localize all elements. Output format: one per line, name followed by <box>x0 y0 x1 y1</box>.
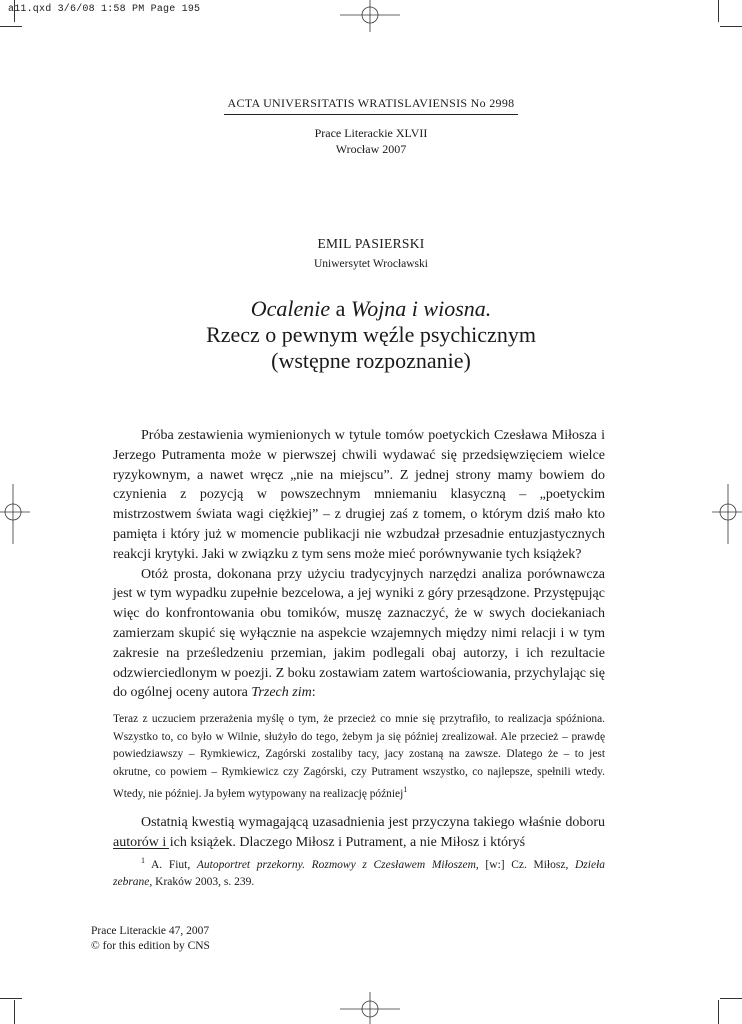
title-line-2: Rzecz o pewnym węźle psychicznym <box>206 322 536 347</box>
place-year-line: Wrocław 2007 <box>335 142 407 156</box>
journal-header <box>0 96 742 115</box>
crop-mark-top-left <box>14 0 15 22</box>
title-italic-2: Wojna i wiosna. <box>350 296 492 321</box>
registration-mark-right-icon <box>712 484 742 544</box>
registration-mark-top-icon <box>340 0 400 32</box>
paragraph-3: Ostatnią kwestią wymagającą uzasadnienia jest przyczyna takiego właśnie doboru autorów i ich książek. Dlaczego Miłosz i Putrament, a nie Miłosz i któryś <box>113 815 605 851</box>
crop-mark-top-left-h <box>0 26 22 27</box>
footnote-book-title: Autoportret przekorny. Rozmowy z Czesławem Miłoszem <box>196 858 476 871</box>
article-body <box>113 426 605 853</box>
series-line: Prace Literackie XLVII <box>314 126 428 140</box>
crop-mark-top-right <box>718 0 719 22</box>
block-quote <box>113 711 605 803</box>
copyright-block <box>91 924 210 954</box>
title-connector: a <box>330 296 351 321</box>
footnote-rule <box>113 848 169 849</box>
paragraph-2-italic: Trzech zim <box>251 685 312 701</box>
footnote-post: Kraków 2003, s. 239. <box>152 875 255 888</box>
crop-mark-bottom-right-h <box>720 998 742 999</box>
footnote-collection-title: Dzieła zebrane, <box>113 858 606 888</box>
print-slug: a11.qxd 3/6/08 1:58 PM Page 195 <box>8 4 201 15</box>
crop-mark-top-right-h <box>720 26 742 27</box>
registration-mark-left-icon <box>0 484 30 544</box>
footnote <box>113 852 605 891</box>
footnote-number: 1 <box>141 856 145 865</box>
quote-text: Teraz z uczuciem przerażenia myślę o tym, że przecież co mnie się przytrafiło, to realizacja spóźniona. Wszystko to, co było w Wilnie, służyło do tego, żebym ja się później zrealizował. Ale przecież – prawdę powiedziawszy – Rymkiewicz, Zagórski zostaliby tacy, jacy zostaną na zawsze. Dlatego że – to jest okrutne, co powiem – Rymkiewicz czy Zagórski, czy Putrament wszystko, co najlepsze, spełnili wtedy. Wtedy, nie później. Ja byłem wytypowany na realizację później <box>113 713 605 800</box>
crop-mark-bottom-left <box>14 1000 15 1024</box>
copyright-line-2: © for this edition by CNS <box>91 940 210 952</box>
paragraph-1: Próba zestawienia wymienionych w tytule tomów poetyckich Czesława Miłosza i Jerzego Putramenta może w pierwszej chwili wydawać się przedsięwzięciem wielce ryzykownym, a nawet wręcz „nie na miejscu”. Z jednej strony mamy bowiem do czynienia z pozycją w powszechnym mniemaniu klasyczną – „poetyckim mistrzostwem świata wagi ciężkiej” – z drugiej zaś z tomem, o którym dziś mało kto pamięta i który już w momencie publikacji nie wzbudzał przesadnie entuzjastycznych reakcji krytyki. Jaki w związku z tym sens może mieć porównywanie tych książek? <box>113 428 605 562</box>
registration-mark-bottom-icon <box>340 992 400 1024</box>
title-line-1 <box>0 296 742 322</box>
paragraph-2-end: : <box>311 685 316 701</box>
paragraph-2-text: Otóż prosta, dokonana przy użyciu tradycyjnych narzędzi analiza porównawcza jest w tym wypadku zupełnie bezcelowa, a jej wyniki z góry przesądzone. Przystępując więc do konfrontowania obu tomików, muszę zaznaczyć, że w swych dociekaniach zamierzam skupić się wyłącznie na aspekcie wzajemnych między nimi relacji i w tym zakresie na prześledzeniu przemian, jakim podlegali obaj autorzy, i ich rezultacie odzwierciedlonym w poezji. Z boku zostawiam zatem wartościowania, przychylając się do ogólnej oceny autora <box>113 566 605 701</box>
author-name: EMIL PASIERSKI <box>317 236 425 251</box>
footnote-mid: , [w:] Cz. Miłosz, <box>475 858 575 871</box>
author-affiliation: Uniwersytet Wrocławski <box>314 258 428 270</box>
copyright-line-1: Prace Literackie 47, 2007 <box>91 925 210 937</box>
paragraph-2 <box>113 565 605 704</box>
title-italic-1: Ocalenie <box>250 296 331 321</box>
footnote-reference: 1 <box>403 785 408 795</box>
title-line-3: (wstępne rozpoznanie) <box>271 348 471 373</box>
article-title <box>0 296 742 374</box>
crop-mark-bottom-left-h <box>0 998 22 999</box>
journal-name: ACTA UNIVERSITATIS WRATISLAVIENSIS No 2998 <box>224 96 519 115</box>
footnote-pre: A. Fiut, <box>151 858 197 871</box>
crop-mark-bottom-right <box>718 1000 719 1024</box>
